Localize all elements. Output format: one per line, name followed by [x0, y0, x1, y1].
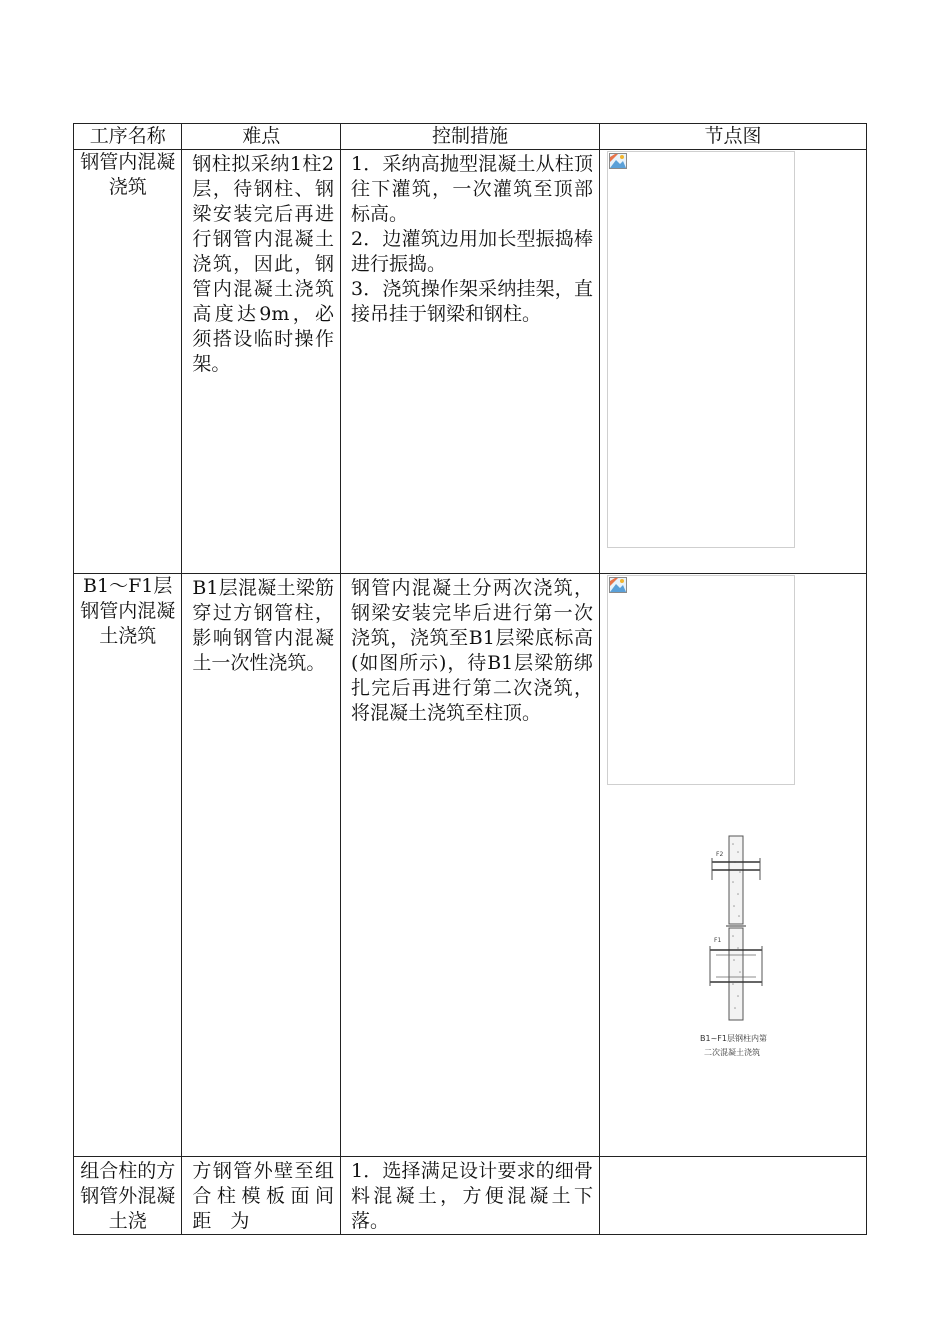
image-placeholder	[607, 151, 795, 548]
figure-cell	[599, 574, 866, 1157]
process-name-cell	[74, 574, 182, 1157]
difficulty-cell	[182, 1157, 354, 1235]
measures-cell	[341, 1157, 600, 1235]
broken-image-icon	[609, 577, 627, 593]
table-header-row	[74, 124, 867, 150]
figure-caption: 二次混凝土浇筑	[703, 1048, 760, 1057]
header-process-name: 工序名称	[74, 124, 182, 150]
difficulty-cell	[182, 150, 341, 574]
measures-cell	[341, 574, 600, 1157]
column-section-drawing	[696, 832, 786, 1064]
difficulty-text: 钢柱拟采纳1柱2层，待钢柱、钢梁安装完后再进行钢管内混凝土浇筑，因此，钢管内混凝土浇筑高度达9m，必须搭设临时操作架。	[192, 153, 334, 375]
floor-label: F1	[713, 937, 722, 944]
measure-item: 钢管内混凝土分两次浇筑，钢梁安装完毕后进行第一次浇筑，浇筑至B1层梁底标高(如图所示)，待B1层梁筋绑扎完后再进行第二次浇筑，将混凝土浇筑至柱顶。	[351, 577, 593, 724]
process-name: 钢管内混凝浇筑	[80, 151, 176, 198]
process-table	[73, 123, 867, 1235]
process-name-cell	[74, 1157, 182, 1235]
measure-item: 3．浇筑操作架采纳挂架，直接吊挂于钢梁和钢柱。	[351, 278, 593, 325]
image-placeholder	[607, 575, 795, 785]
process-name-cell	[74, 150, 182, 574]
measure-item: 1．采纳高抛型混凝土从柱顶往下灌筑，一次灌筑至顶部标高。	[351, 153, 593, 225]
measure-item: 2．边灌筑边用加长型振捣棒进行振捣。	[351, 228, 593, 275]
difficulty-text: 方钢管外壁至组合柱模板面间 距 为	[192, 1160, 354, 1232]
process-name: B1～F1层钢管内混凝土浇筑	[80, 575, 176, 647]
floor-label: F2	[715, 851, 724, 858]
figure-cell	[599, 150, 866, 574]
table-row	[74, 1157, 867, 1235]
difficulty-text: B1层混凝土梁筋穿过方钢管柱，影响钢管内混凝土一次性浇筑。	[192, 577, 334, 674]
table-row	[74, 150, 867, 574]
measures-cell	[341, 150, 600, 574]
figure-caption: B1~F1层钢柱内第	[699, 1034, 767, 1043]
figure-cell	[599, 1157, 866, 1235]
difficulty-cell	[182, 574, 341, 1157]
broken-image-icon	[609, 153, 627, 169]
header-measures: 控制措施	[341, 124, 600, 150]
header-node-figure: 节点图	[599, 124, 866, 150]
table-row	[74, 574, 867, 1157]
header-difficulty: 难点	[182, 124, 341, 150]
measure-item: 1．选择满足设计要求的细骨料混凝土，方便混凝土下落。	[351, 1160, 593, 1232]
process-name: 组合柱的方钢管外混凝土浇	[80, 1160, 176, 1232]
